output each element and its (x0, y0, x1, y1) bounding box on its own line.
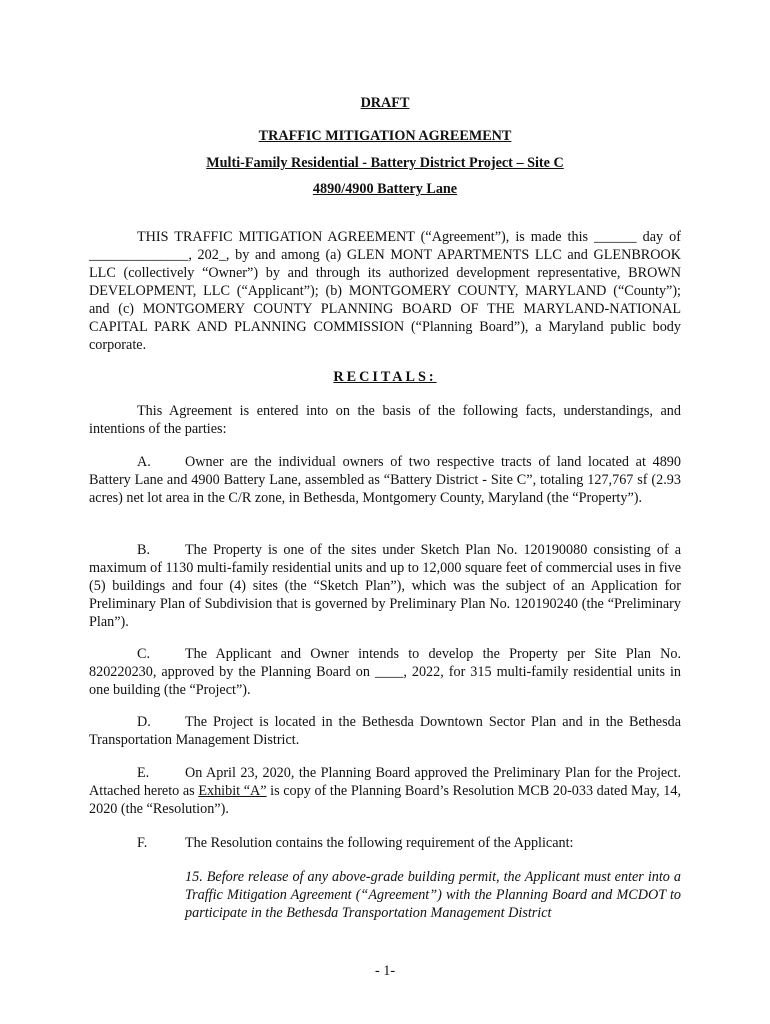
recital-a-paragraph (89, 453, 681, 507)
recital-letter: C. (137, 646, 151, 662)
recital-c-paragraph (89, 645, 681, 699)
recital-text: On April 23, 2020, the Planning Board approved the Preliminary Plan for the Project. Attached hereto as (89, 765, 681, 799)
document-title: TRAFFIC MITIGATION AGREEMENT (258, 128, 512, 144)
recitals-heading: RECITALS: (333, 369, 437, 385)
recital-d-paragraph (89, 713, 681, 749)
recital-letter: B. (137, 542, 151, 558)
recital-letter: F. (137, 835, 148, 851)
recital-text: The Property is one of the sites under Sketch Plan No. 120190080 consisting of a maximum of 1130 multi-family residential units and up to 12,000 square feet of commercial uses in five (5) buildings and four (4) sites (the “Sketch Plan”), which was the subject of an Application for Preliminary Plan of Subdivision that is governed by Preliminary Plan No. 120190240 (the “Preliminary Plan”). (89, 542, 681, 630)
resolution-condition-quote: 15. Before release of any above-grade building permit, the Applicant must enter into a Traffic Mitigation Agreement (“Agreement”) with the Planning Board and MCDOT to participate in the Bethesda Transportation Management District (185, 869, 681, 921)
exhibit-a-reference: Exhibit “A” (198, 783, 267, 799)
property-address: 4890/4900 Battery Lane (312, 181, 458, 197)
recitals-intro-paragraph: This Agreement is entered into on the basis of the following facts, understandings, and intentions of the parties: (89, 403, 681, 437)
recital-letter: A. (137, 454, 151, 470)
draft-label: DRAFT (360, 95, 410, 111)
recital-e-paragraph (89, 764, 681, 818)
recital-text: The Applicant and Owner intends to develop the Property per Site Plan No. 820220230, approved by the Planning Board on ____, 2022, for 315 multi-family residential units in one building (the “Project”). (89, 646, 681, 698)
page-number: - 1- (374, 963, 396, 979)
intro-paragraph: THIS TRAFFIC MITIGATION AGREEMENT (“Agreement”), is made this ______ day of ______________, 202_, by and among (a) GLEN MONT APARTMENTS LLC and GLENBROOK LLC (collectively “Owner”) by and through its authorized development representative, BROWN DEVELOPMENT, LLC (“Applicant”); (b) MONTGOMERY COUNTY, MARYLAND (“County”); and (c) MONTGOMERY COUNTY PLANNING BOARD OF THE MARYLAND-NATIONAL CAPITAL PARK AND PLANNING COMMISSION (“Planning Board”), a Maryland public body corporate. (89, 229, 681, 353)
recital-letter: D. (137, 714, 151, 730)
recital-text: The Resolution contains the following requirement of the Applicant: (185, 835, 574, 851)
document-subtitle: Multi-Family Residential - Battery District Project – Site C (206, 155, 564, 171)
recital-letter: E. (137, 765, 150, 781)
recital-f-paragraph (89, 834, 681, 852)
recital-text: is copy of the Planning Board’s Resolution MCB 20-033 dated May, 14, 2020 (the “Resolution”). (89, 783, 681, 817)
recital-text: Owner are the individual owners of two respective tracts of land located at 4890 Battery Lane and 4900 Battery Lane, assembled as “Battery District - Site C”, totaling 127,767 sf (2.93 acres) net lot area in the C/R zone, in Bethesda, Montgomery County, Maryland (the “Property”). (89, 454, 681, 506)
recital-b-paragraph (89, 541, 681, 631)
recital-text: The Project is located in the Bethesda Downtown Sector Plan and in the Bethesda Transportation Management District. (89, 714, 681, 748)
